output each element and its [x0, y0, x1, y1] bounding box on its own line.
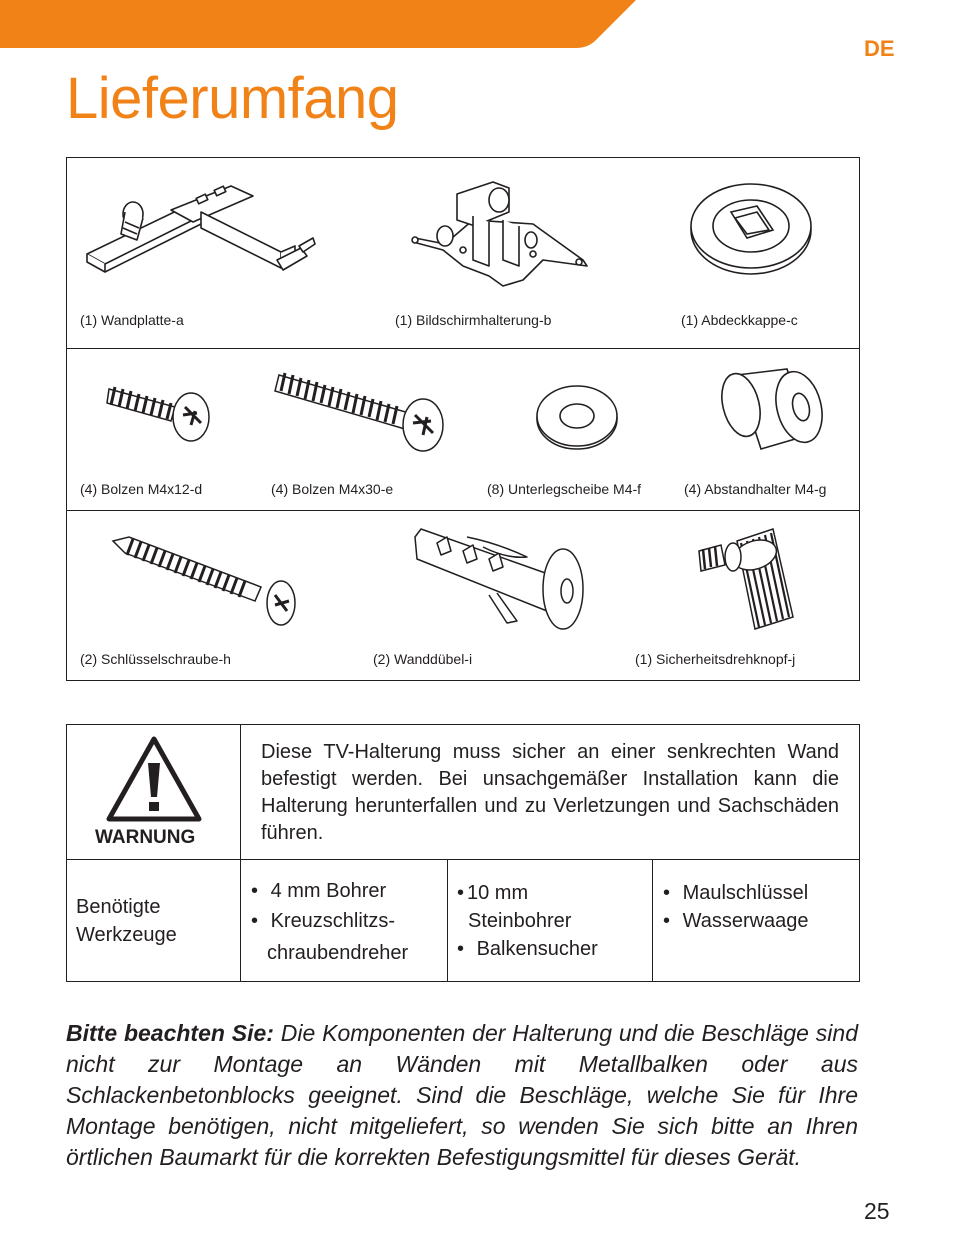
washer-illustration — [533, 379, 623, 453]
list-item: • Balkensucher — [457, 938, 598, 960]
bolt-m4x30-illustration — [273, 361, 453, 453]
note-text: Die Komponenten der Halterung und die Beschläge sind nicht zur Montage an Wänden mit Metallbalken oder aus Schlackenbetonblocks geeignet. Sind die Beschläge, welche Sie für Ihre Montage benötigen, nicht mitgeliefert, so wenden Sie sich bitte an Ihren örtlichen Baumarkt für die korrekten Befestigungsmittel für dieses Gerät. — [66, 1020, 858, 1170]
list-item: • 10 mm — [457, 882, 529, 904]
warning-text: Diese TV-Halterung muss sicher an einer senkrechten Wand befestigt werden. Bei unsachgemäßer Installation kann die Halterung herunterfallen und zu Verletzungen und Sachschäden führen. — [261, 741, 839, 844]
part-caption: (2) Wanddübel-i — [373, 651, 473, 667]
part-caption: (4) Abstandhalter M4-g — [684, 481, 827, 497]
tools-column-1 — [251, 876, 408, 968]
part-caption: (1) Wandplatte-a — [80, 312, 184, 328]
parts-row-1 — [67, 158, 859, 349]
warning-triangle-icon — [105, 735, 203, 823]
tools-column-3 — [663, 879, 809, 935]
part-caption: (8) Unterlegscheibe M4-f — [487, 481, 642, 497]
bolt-m4x12-illustration — [105, 373, 217, 443]
part-caption: (1) Sicherheitsdrehknopf-j — [635, 651, 796, 667]
tools-column-2 — [457, 879, 598, 963]
list-item: • Kreuzschlitzs- — [251, 910, 396, 932]
warning-table — [66, 724, 860, 982]
list-item: Steinbohrer — [468, 910, 572, 932]
tools-label: Benötigte Werkzeuge — [76, 896, 177, 946]
note-lead: Bitte beachten Sie: — [66, 1020, 274, 1046]
lag-screw-illustration — [111, 527, 301, 627]
part-caption: (4) Bolzen M4x12-d — [80, 481, 203, 497]
security-knob-illustration — [693, 521, 813, 641]
wall-plate-illustration — [81, 176, 331, 296]
cover-cap-illustration — [687, 172, 817, 282]
parts-table — [66, 157, 860, 681]
list-item: • Maulschlüssel — [663, 882, 809, 904]
list-item: • Wasserwaage — [663, 910, 809, 932]
part-caption: (1) Bildschirmhalterung-b — [395, 312, 552, 328]
list-item: • 4 mm Bohrer — [251, 880, 387, 902]
note-paragraph — [66, 1018, 858, 1173]
warning-label: WARNUNG — [95, 827, 196, 848]
page-number: 25 — [864, 1198, 890, 1224]
part-caption: (1) Abdeckkappe-c — [681, 312, 798, 328]
screen-bracket-illustration — [393, 180, 613, 300]
parts-row-3 — [67, 511, 859, 680]
part-caption: (2) Schlüsselschraube-h — [80, 651, 231, 667]
language-badge: DE — [864, 36, 895, 61]
parts-row-2 — [67, 349, 859, 511]
spacer-illustration — [717, 365, 827, 457]
header-bar — [0, 0, 954, 48]
list-item: chraubendreher — [267, 942, 409, 964]
page-title: Lieferumfang — [66, 66, 399, 131]
wall-anchor-illustration — [407, 523, 593, 633]
part-caption: (4) Bolzen M4x30-e — [271, 481, 394, 497]
